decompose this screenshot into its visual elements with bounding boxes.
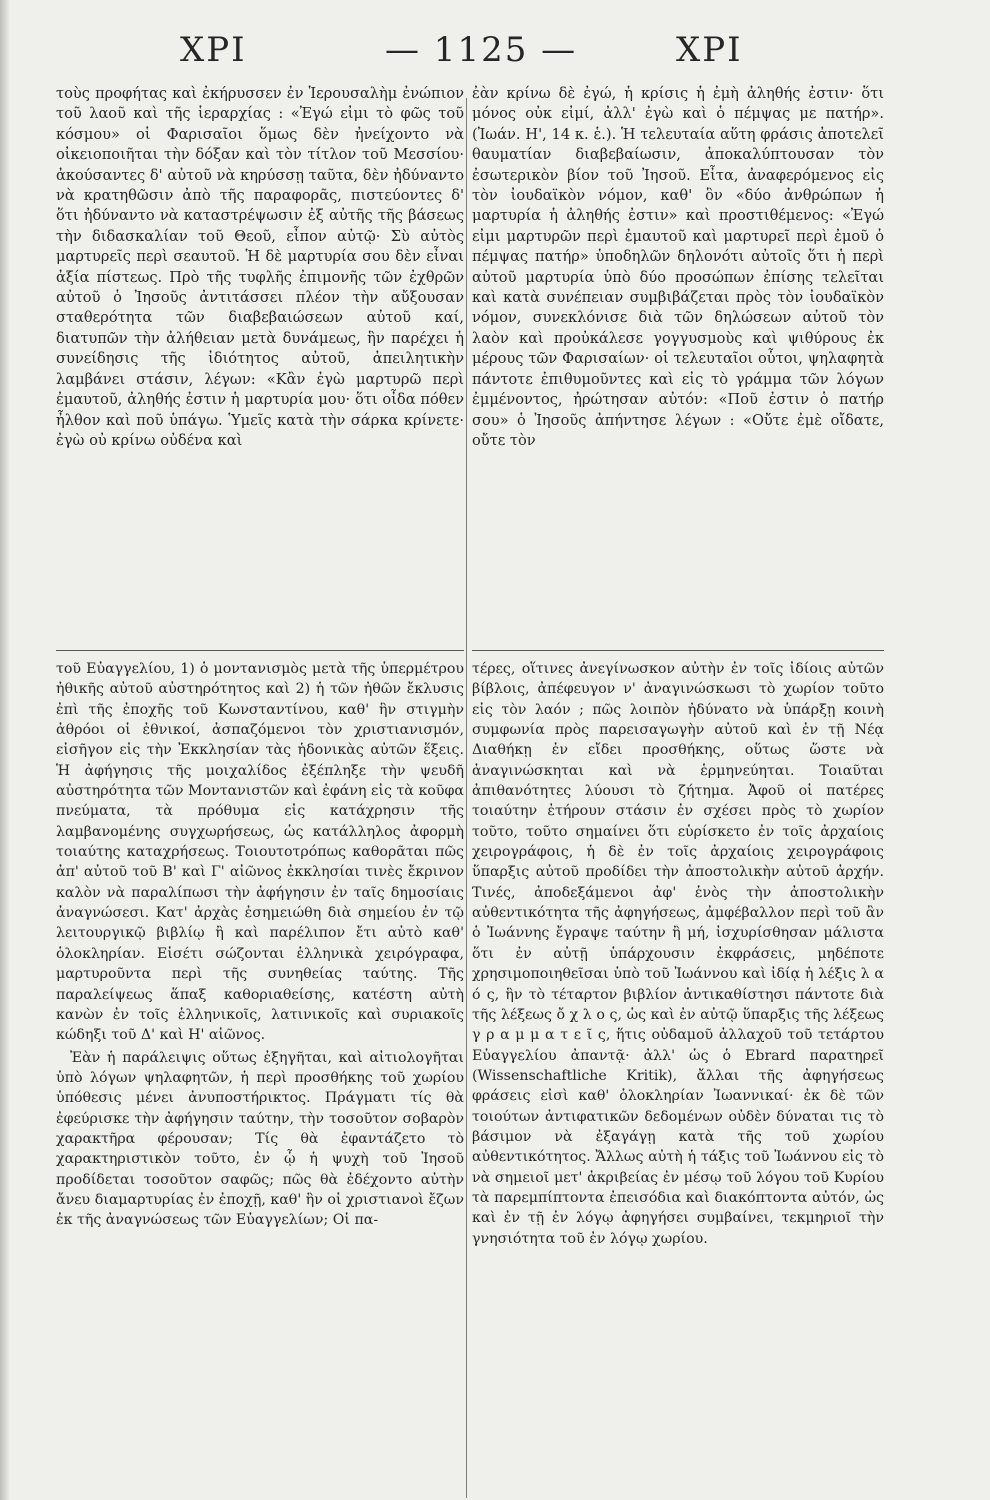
left-main-text: τοὺς προφήτας καὶ ἐκήρυσσεν ἐν Ἱερουσαλὴμ ἐνώπιον τοῦ λαοῦ καὶ τῆς ἱεραρχίας : «Ἐγώ εἰμι τὸ φῶς τοῦ κόσμου» οἱ Φαρισαῖοι ὅμως δὲν ἠνείχοντο νὰ οἰκειοποιῆται τὴν δόξαν καὶ τὸν τίτλον τοῦ Μεσσίου· ἀκούσαντες δ' αὐτοῦ νὰ κηρύσσῃ ταῦτα, δὲν ἠδύναντο νὰ κρατηθῶσιν ἀπὸ τῆς παραφορᾶς, πιστεύοντες δ' ὅτι ἠδύναντο νὰ καταστρέψωσιν ἐξ αὐτῆς τῆς βάσεως τὴν διδασκαλίαν τοῦ Θεοῦ, εἶπον αὐτῷ· Σὺ αὐτὸς μαρτυρεῖς περὶ σεαυτοῦ. Ἡ δὲ μαρτυρία σου δὲν εἶναι ἀξία πίστεως. Πρὸ τῆς τυφλῆς ἐπιμονῆς τῶν ἐχθρῶν αὐτοῦ ὁ Ἰησοῦς ἀντιτάσσει πλέον τὴν αὔξουσαν σταθερότητα τῶν διαβεβαιώσεων αὐτοῦ καί, διατυπῶν τὴν ἀλήθειαν μετὰ δυνάμεως, ἣν παρέχει ἡ συνείδησις τῆς ἰδιότητος αὐτοῦ, ἀπειλητικὴν λαμβάνει στάσιν, λέγων: «Κἂν ἐγὼ μαρτυρῶ περὶ ἐμαυτοῦ, ἀληθής ἐστιν ἡ μαρτυρία μου· ὅτι οἶδα πόθεν ἦλθον καὶ ποῦ ὑπάγω. Ὑμεῖς κατὰ τὴν σάρκα κρίνετε· ἐγὼ οὐ κρίνω οὐδένα καὶ <box>56 85 464 449</box>
left-footnote-block <box>56 659 464 1231</box>
left-column <box>56 84 464 1231</box>
right-footnote-block <box>472 659 884 1249</box>
left-main-text-block <box>56 84 464 640</box>
header-right-guideword: ΧΡΙ <box>676 30 743 70</box>
binding-edge-shadow <box>0 0 10 1500</box>
right-column <box>472 84 884 1249</box>
column-divider <box>466 98 467 1498</box>
right-footnote-rule <box>472 650 884 651</box>
left-footnote-paragraph-2: Ἐὰν ἡ παράλειψις οὕτως ἐξηγῆται, καὶ αἰτιολογῆται ὑπὸ λόγων ψηλαφητῶν, ἡ περὶ προσθήκης τοῦ χωρίου ὑπόθεσις μένει ἀνυποστήρικτος. Πράγματι τίς θὰ ἐφεύρισκε τὴν ἀφήγησιν ταύτην, τὴν τοσοῦτον σοβαρὸν χαρακτῆρα φέρουσαν; Τίς θὰ ἐφαντάζετο τὸ χαρακτηριστικὸν τοῦτο, ἐν ᾧ ἡ ψυχὴ τοῦ Ἰησοῦ προδίδεται τοσοῦτον σαφῶς; πῶς θὰ ἐδέχοντο αὐτὴν ἄνευ διαμαρτυρίας ἐν ἐποχῇ, καθ' ἣν οἱ χριστιανοὶ ἔζων ἐκ τῆς ἀναγνώσεως τῶν Εὐαγγελίων; Οἱ πα- <box>56 1049 464 1229</box>
running-header <box>40 30 945 80</box>
page-number: — 1125 — <box>385 30 578 70</box>
right-main-text: ἐὰν κρίνω δὲ ἐγώ, ἡ κρίσις ἡ ἐμὴ ἀληθής ἐστιν· ὅτι μόνος οὐκ εἰμί, ἀλλ' ἐγὼ καὶ ὁ πέμψας με πατήρ». (Ἰωάν. Η', 14 κ. ἑ.). Ἡ τελευταία αὕτη φράσις ἀποτελεῖ θαυματίαν διαβεβαίωσιν, ἀποκαλύπτουσαν τὸν ἐσωτερικὸν βίον τοῦ Ἰησοῦ. Εἶτα, ἀναφερόμενος εἰς τὸν ἰουδαϊκὸν νόμον, καθ' ὃν «δύο ἀνθρώπων ἡ μαρτυρία ἡ ἀληθής ἐστιν» καὶ προστιθέμενος: «Ἐγώ εἰμι μαρτυρῶν περὶ ἐμαυτοῦ καὶ μαρτυρεῖ περὶ ἐμοῦ ὁ πέμψας πατήρ» ὑποδηλῶν δηλονότι αὐτοῖς ὅτι ἡ περὶ αὐτοῦ μαρτυρία ὑπὸ δύο προσώπων ἐπίσης τελεῖται καὶ κατὰ συνέπειαν συμβιβάζεται πρὸς τὸν ἰουδαϊκὸν νόμον, συνεκλόνισε διὰ τῶν δηλώσεων αὐτοῦ τὸν λαὸν καὶ προὐκάλεσε γογγυσμοὺς καὶ ψιθύρους ἐκ μέρους τῶν Φαρισαίων· οἱ τελευταῖοι οὗτοι, ψηλαφητὰ πάντοτε ἐπιθυμοῦντες καὶ εἰς τὸ γράμμα τῶν λόγων ἐμμένοντος, ἠρώτησαν αὐτόν: «Ποῦ ἐστιν ὁ πατήρ σου» ὁ Ἰησοῦς ἀπήντησε λέγων : «Οὔτε ἐμὲ οἴδατε, οὔτε τὸν <box>472 85 884 449</box>
left-footnote-paragraph-1: τοῦ Εὐαγγελίου, 1) ὁ μοντανισμὸς μετὰ τῆς ὑπερμέτρου ἠθικῆς αὐτοῦ αὐστηρότητος καὶ 2) ἡ τῶν ἠθῶν ἔκλυσις ἐπὶ τῆς ἐποχῆς τοῦ Κωνσταντίνου, καθ' ἣν στιγμὴν ἀθρόοι οἱ ἐθνικοί, ἀσπαζόμενοι τὸν χριστιανισμόν, εἰσῆγον εἰς τὴν Ἐκκλησίαν τὰς ἡδονικὰς αὐτῶν ἕξεις. Ἡ ἀφήγησις τῆς μοιχαλίδος ἐξέπληξε τὴν ψευδῆ αὐστηρότητα τῶν Μοντανιστῶν καὶ ἐφάνη εἰς τὰ κοῦφα πνεύματα, τὰ πρόθυμα εἰς κατάχρησιν τῆς λαμβανομένης συγχωρήσεως, ὡς κατάλληλος ἀφορμὴ τοιαύτης καταχρήσεως. Τοιουτοτρόπως καθορᾶται πῶς ἀπ' αὐτοῦ τοῦ Β' καὶ Γ' αἰῶνος ἐκκλησίαι τινὲς ἔκρινον καλὸν νὰ παραλίπωσι τὴν ἀφήγησιν ἐν ταῖς δημοσίαις ἀναγνώσεσι. Κατ' ἀρχὰς ἐσημειώθη διὰ σημείου ἐν τῷ λειτουργικῷ βιβλίῳ ἢ καὶ παρέλιπον ἔτι αὐτὸ καθ' ὁλοκληρίαν. Εἰσέτι σώζονται ἑλληνικὰ χειρόγραφα, μαρτυροῦντα περὶ τῆς συνηθείας ταύτης. Τῆς παραλείψεως ἅπαξ καθοριαθείσης, κατέστη αὐτὴ κανὼν ἐν τοῖς ἑλληνικοῖς, λατινικοῖς καὶ συριακοῖς κώδηξι τοῦ Δ' καὶ Η' αἰῶνος. <box>56 661 464 1044</box>
left-footnote-rule <box>56 650 464 651</box>
right-main-text-block <box>472 84 884 640</box>
header-left-guideword: ΧΡΙ <box>180 30 247 70</box>
right-footnote-paragraph: τέρες, οἵτινες ἀνεγίνωσκον αὐτὴν ἐν τοῖς ἰδίοις αὐτῶν βίβλοις, ἀπέφευγον ν' ἀναγινώσκωσι τὸ χωρίον τοῦτο εἰς τὸν λαόν ; πῶς λοιπὸν ἠδύνατο νὰ ὑπάρξῃ κοινὴ συμφωνία πρὸς παρεισαγωγὴν αὐτοῦ καὶ ἐν τῇ Νέᾳ Διαθήκῃ ἐν εἴδει προσθήκης, οὕτως ὥστε νὰ ἀναγινώσκηται καὶ νὰ ἑρμηνεύηται. Τοιαῦται ἀπιθανότητες λύουσι τὸ ζήτημα. Ἀφοῦ οἱ πατέρες τοιαύτην ἐτήρουν στάσιν ἐν σχέσει πρὸς τὸ χωρίον τοῦτο, τοῦτο σημαίνει ὅτι εὑρίσκετο ἐν τοῖς ἀρχαίοις χειρογράφοις, ἡ δὲ ἐν τοῖς ἀρχαίοις χειρογράφοις ὕπαρξις αὐτοῦ προδίδει τὴν ἀποστολικὴν αὐτοῦ ἀρχήν. Τινές, ἀποδεξάμενοι ἀφ' ἑνὸς τὴν ἀποστολικὴν αὐθεντικότητα τῆς ἀφηγήσεως, ἀμφέβαλλον περὶ τοῦ ἂν ὁ Ἰωάννης ἔγραψε ταύτην ἢ μή, ἰσχυρίσθησαν μάλιστα ὅτι ἐν αὐτῇ ὑπάρχουσιν ἐκφράσεις, μηδέποτε χρησιμοποιηθεῖσαι ὑπὸ τοῦ Ἰωάννου καὶ ἰδίᾳ ἡ λέξις λ α ό ς, ἣν τὸ τέταρτον βιβλίον ἀντικαθίστησι πάντοτε διὰ τῆς λέξεως ὄ χ λ ο ς, ὡς καὶ ἐν αὐτῷ ὕπαρξις τῆς λέξεως γ ρ α μ μ α τ ε ῖ ς, ἥτις οὐδαμοῦ ἀλλαχοῦ τοῦ τετάρτου Εὐαγγελίου ἀπαντᾷ· ἀλλ' ὡς ὁ Ebrard παρατηρεῖ (Wissenschaftliche Kritik), ἄλλαι τῆς ἀφηγήσεως φράσεις εἰσὶ καθ' ὁλοκληρίαν Ἰωαννικαί· ἐκ δὲ τῶν τοιούτων ἀντιφατικῶν δεδομένων οὐδὲν δύναται τις τὸ βάσιμον νὰ ἐξαγάγῃ κατὰ τῆς τοῦ χωρίου αὐθεντικότητος. Ἄλλως αὐτὴ ἡ τάξις τοῦ Ἰωάννου εἰς τὸ νὰ σημειοῖ μετ' ἀκριβείας ἐν μέσῳ τοῦ λόγου τοῦ Κυρίου τὰ παρεμπίπτοντα ἐπεισόδια καὶ διακόπτοντα αὐτόν, ὡς καὶ ἐν τῇ ἐν λόγῳ ἀφηγήσει συμβαίνει, τεκμηριοῖ τὴν γνησιότητα τοῦ ἐν λόγῳ χωρίου. <box>472 661 884 1247</box>
